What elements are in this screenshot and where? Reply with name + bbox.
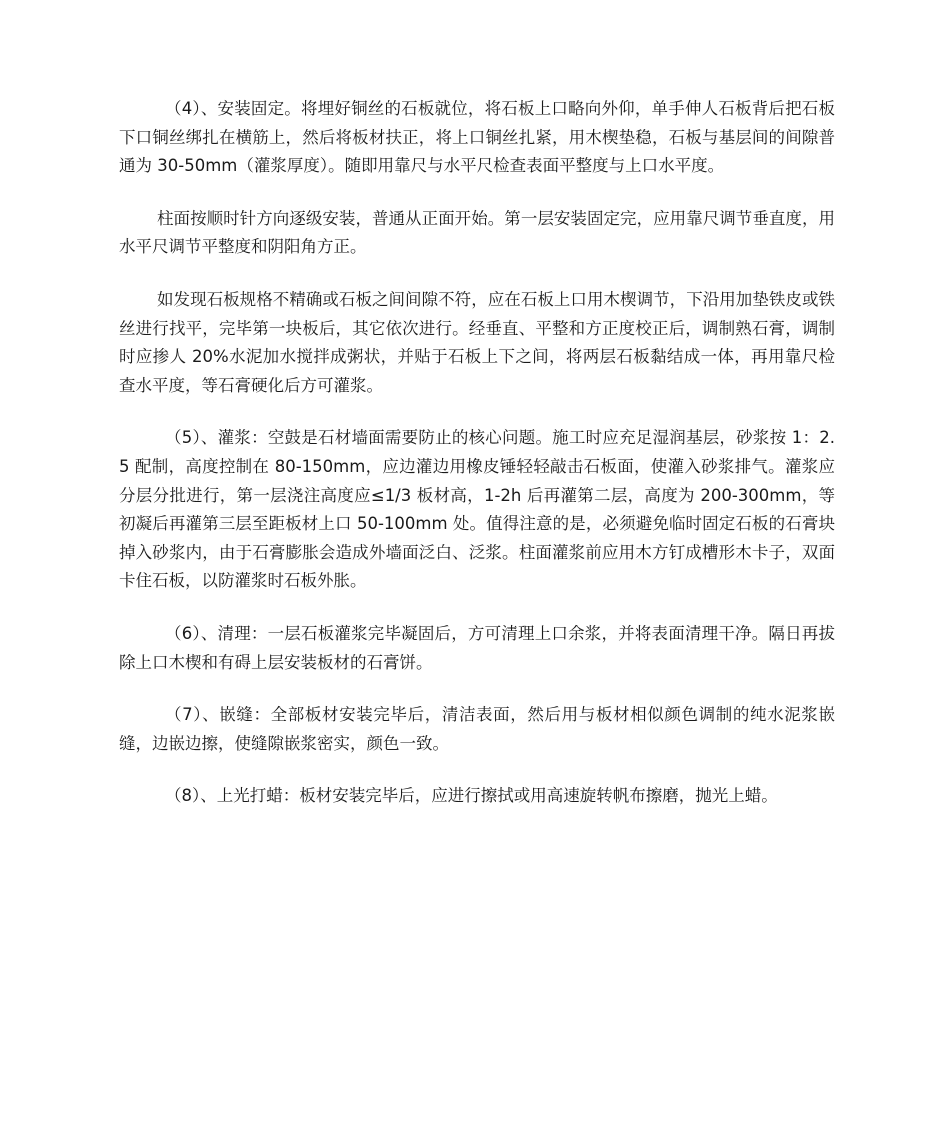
paragraph-install-fix: （4）、安装固定。将埋好铜丝的石板就位，将石板上口略向外仰，单手伸人石板背后把石板下口铜丝绑扎在横筋上，然后将板材扶正，将上口铜丝扎紧，用木楔垫稳，石板与基层间的间隙普通为 30-50mm（灌浆厚度）。随即用靠尺与水平尺检查表面平整度与上口水平度。 <box>119 99 835 176</box>
paragraph-jointing: （7）、嵌缝：全部板材安装完毕后，清洁表面，然后用与板材相似颜色调制的纯水泥浆嵌缝，边嵌边擦，使缝隙嵌浆密实，颜色一致。 <box>119 705 835 753</box>
paragraph-polishing: （8）、上光打蜡：板材安装完毕后，应进行擦拭或用高速旋转帆布擦磨，抛光上蜡。 <box>165 786 778 806</box>
paragraph-adjust-plaster: 如发现石板规格不精确或石板之间间隙不符，应在石板上口用木楔调节，下沿用加垫铁皮或铁丝进行找平，完毕第一块板后，其它依次进行。经垂直、平整和方正度校正后，调制熟石膏，调制时应掺人 20%水泥加水搅拌成粥状，并贴于石板上下之间，将两层石板黏结成一体，再用靠尺检查水平度，等石膏硬化后方可灌浆。 <box>119 289 835 395</box>
paragraph-grouting: （5）、灌浆：空鼓是石材墙面需要防止的核心问题。施工时应充足湿润基层，砂浆按 1：2.5 配制，高度控制在 80-150mm，应边灌边用橡皮锤轻轻敲击石板面，使灌入砂浆排气。灌浆应分层分批进行，第一层浇注高度应≤1/3 板材高，1-2h 后再灌第二层，高度为 200-300mm，等初凝后再灌第三层至距板材上口 50-100mm 处。值得注意的是，必须避免临时固定石板的石膏块掉入砂浆内，由于石膏膨胀会造成外墙面泛白、泛浆。柱面灌浆前应用木方钉成槽形木卡子，双面卡住石板，以防灌浆时石板外胀。 <box>119 428 835 591</box>
paragraph-column-install: 柱面按顺时针方向逐级安装，普通从正面开始。第一层安装固定完，应用靠尺调节垂直度，用水平尺调节平整度和阴阳角方正。 <box>119 208 835 257</box>
document-body <box>119 95 835 835</box>
paragraph-cleaning: （6）、清理：一层石板灌浆完毕凝固后，方可清理上口余浆，并将表面清理干净。隔日再拔除上口木楔和有碍上层安装板材的石膏饼。 <box>119 623 835 672</box>
